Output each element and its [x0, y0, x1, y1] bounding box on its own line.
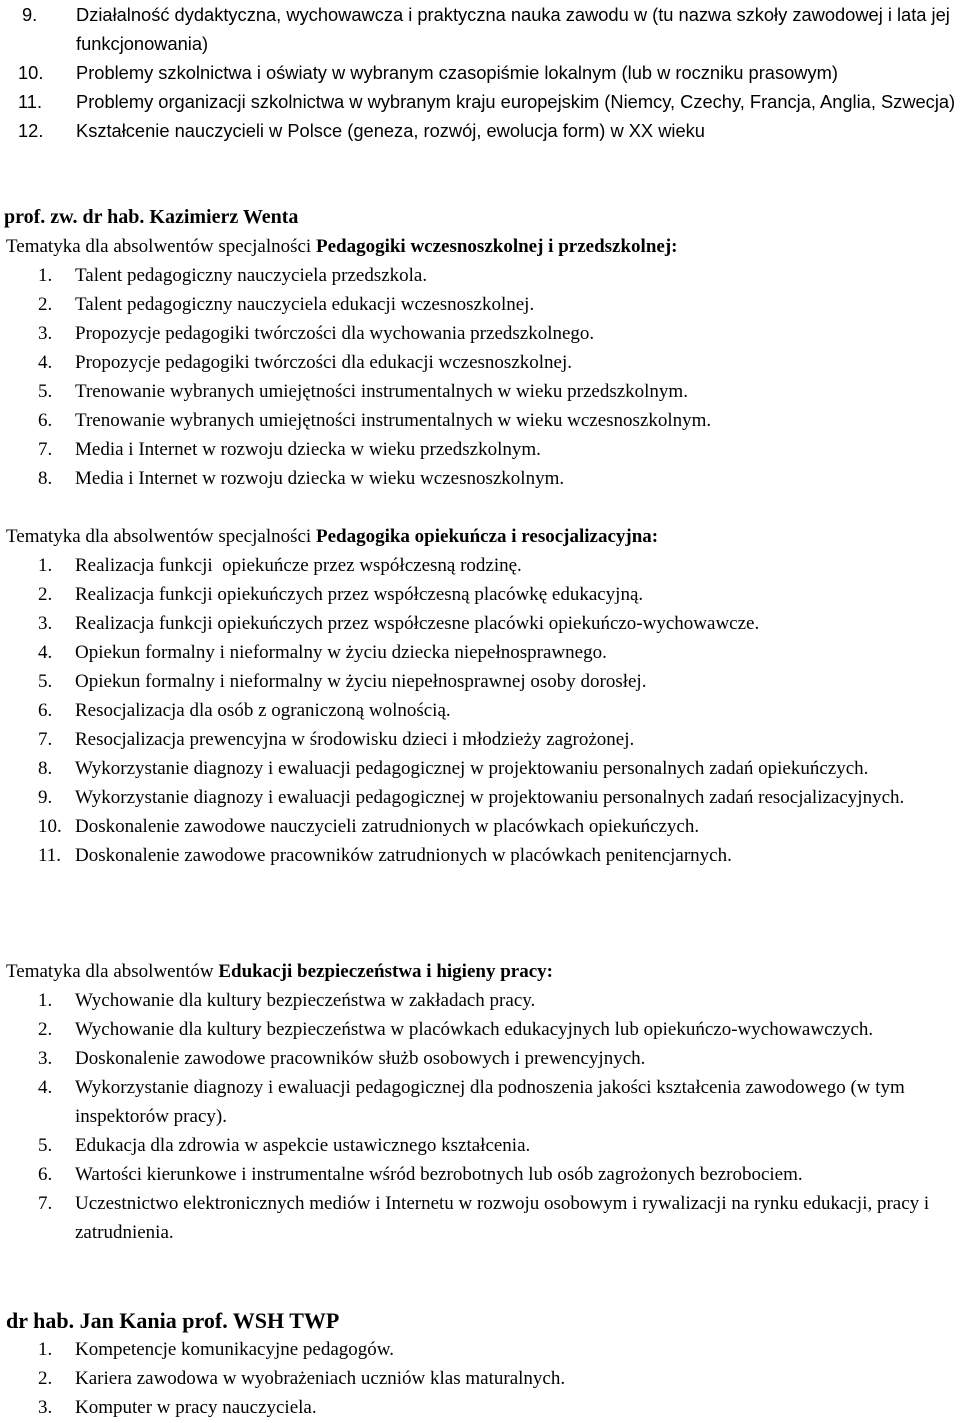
list-number: 3.	[38, 1397, 53, 1418]
list-number: 3.	[38, 1048, 53, 1069]
list-item	[0, 1131, 955, 1160]
list-item	[0, 1160, 955, 1189]
list-text: Uczestnictwo elektronicznych mediów i Internetu w rozwoju osobowym i rywalizacji na rynku edukacji, pracy i zatrudnienia.	[75, 1193, 930, 1243]
list-text: Kształcenie nauczycieli w Polsce (geneza, rozwój, ewolucja form) w XX wieku	[76, 120, 705, 141]
list-text: Media i Internet w rozwoju dziecka w wieku przedszkolnym.	[75, 439, 541, 460]
list-number: 4.	[38, 352, 53, 373]
list-number: 6.	[38, 700, 53, 721]
supervisor-heading	[0, 203, 960, 232]
list-text: Doskonalenie zawodowe pracowników służb osobowych i prewencyjnych.	[75, 1048, 646, 1069]
list-text: Wychowanie dla kultury bezpieczeństwa w placówkach edukacyjnych lub opiekuńczo-wychowawczych.	[75, 1019, 874, 1040]
list-item	[0, 261, 955, 290]
list-text: Propozycje pedagogiki twórczości dla edukacji wczesnoszkolnej.	[75, 352, 572, 373]
list-text: Propozycje pedagogiki twórczości dla wychowania przedszkolnego.	[75, 323, 595, 344]
list-number: 1.	[38, 1339, 53, 1360]
section-title	[0, 522, 960, 551]
list-item	[0, 1015, 960, 1044]
list-item	[0, 58, 960, 87]
list-text: Resocjalizacja dla osób z ograniczoną wolnością.	[75, 700, 451, 721]
list-text: Realizacja funkcji opiekuńcze przez współczesną rodzinę.	[75, 555, 522, 576]
list-number: 1.	[38, 265, 53, 286]
list-item	[0, 377, 955, 406]
list-text: Wykorzystanie diagnozy i ewaluacji pedagogicznej w projektowaniu personalnych zadań opiekuńczych.	[75, 758, 869, 779]
list-text: Trenowanie wybranych umiejętności instrumentalnych w wieku wczesnoszkolnym.	[75, 410, 712, 431]
list-text: Opiekun formalny i nieformalny w życiu niepełnosprawnej osoby dorosłej.	[75, 671, 647, 692]
supervisor-name: dr hab. Jan Kania prof. WSH TWP	[6, 1308, 340, 1333]
list-text: Doskonalenie zawodowe nauczycieli zatrudnionych w placówkach opiekuńczych.	[75, 816, 700, 837]
list-text: Realizacja funkcji opiekuńczych przez współczesne placówki opiekuńczo-wychowawcze.	[75, 613, 760, 634]
list-item	[0, 725, 955, 754]
section-title	[0, 957, 960, 986]
list-item	[0, 783, 960, 812]
list-item	[0, 319, 955, 348]
list-item	[0, 0, 960, 58]
list-number: 3.	[38, 613, 53, 634]
list-number: 10.	[38, 816, 62, 837]
list-text: Wykorzystanie diagnozy i ewaluacji pedagogicznej w projektowaniu personalnych zadań resocjalizacyjnych.	[75, 787, 905, 808]
list-text: Trenowanie wybranych umiejętności instrumentalnych w wieku przedszkolnym.	[75, 381, 688, 402]
section-title	[0, 232, 960, 261]
list-number: 1.	[38, 555, 53, 576]
list-item	[0, 841, 955, 870]
list-text: Opiekun formalny i nieformalny w życiu dziecka niepełnosprawnego.	[75, 642, 607, 663]
list-item	[0, 986, 955, 1015]
list-number: 6.	[38, 1164, 53, 1185]
list-item	[0, 1189, 955, 1247]
section-intro: Tematyka dla absolwentów specjalności	[6, 236, 316, 257]
list-number: 4.	[38, 1077, 53, 1098]
list-text: Doskonalenie zawodowe pracowników zatrudnionych w placówkach penitencjarnych.	[75, 845, 732, 866]
list-number: 6.	[38, 410, 53, 431]
list-number: 12.	[18, 120, 44, 141]
list-number: 7.	[38, 729, 53, 750]
list-number: 5.	[38, 381, 53, 402]
list-text: Talent pedagogiczny nauczyciela przedszkola.	[75, 265, 428, 286]
list-item	[0, 87, 960, 116]
section-intro: Tematyka dla absolwentów specjalności	[6, 526, 316, 547]
list-item	[0, 812, 955, 841]
list-number: 2.	[38, 1019, 53, 1040]
list-text: Resocjalizacja prewencyjna w środowisku dzieci i młodzieży zagrożonej.	[75, 729, 635, 750]
list-text: Problemy organizacji szkolnictwa w wybranym kraju europejskim (Niemcy, Czechy, Francja, Anglia, Szwecja)	[76, 91, 956, 112]
list-number: 5.	[38, 1135, 53, 1156]
list-number: 7.	[38, 1193, 53, 1214]
list-number: 1.	[38, 990, 53, 1011]
section-specialty: Pedagogiki wczesnoszkolnej i przedszkolnej:	[315, 236, 678, 257]
list-number: 5.	[38, 671, 53, 692]
list-number: 11.	[38, 845, 62, 866]
list-item	[0, 406, 955, 435]
list-item	[0, 290, 955, 319]
list-text: Wykorzystanie diagnozy i ewaluacji pedagogicznej dla podnoszenia jakości kształcenia zawodowego (w tym inspektorów pracy).	[75, 1077, 905, 1127]
list-text: Media i Internet w rozwoju dziecka w wieku wczesnoszkolnym.	[75, 468, 565, 489]
list-number: 2.	[38, 294, 53, 315]
list-text: Problemy szkolnictwa i oświaty w wybranym czasopiśmie lokalnym (lub w roczniku prasowym)	[76, 62, 838, 83]
section-specialty: Edukacji bezpieczeństwa i higieny pracy:	[218, 961, 553, 982]
list-number: 8.	[38, 468, 53, 489]
list-item	[0, 1364, 955, 1393]
list-item	[0, 435, 955, 464]
list-item	[0, 667, 955, 696]
list-item	[0, 1044, 955, 1073]
list-item	[0, 1073, 960, 1131]
top-topic-list	[0, 0, 960, 145]
list-number: 9.	[22, 4, 38, 25]
list-number: 7.	[38, 439, 53, 460]
list-item	[0, 580, 955, 609]
list-text: Wartości kierunkowe i instrumentalne wśród bezrobotnych lub osób zagrożonych bezrobociem.	[75, 1164, 803, 1185]
list-text: Wychowanie dla kultury bezpieczeństwa w zakładach pracy.	[75, 990, 536, 1011]
list-text: Realizacja funkcji opiekuńczych przez współczesną placówkę edukacyjną.	[75, 584, 644, 605]
section-care-resocialization	[0, 522, 960, 870]
list-text: Talent pedagogiczny nauczyciela edukacji wczesnoszkolnej.	[75, 294, 535, 315]
list-number: 2.	[38, 584, 53, 605]
list-number: 8.	[38, 758, 53, 779]
list-item	[0, 348, 955, 377]
list-text: Edukacja dla zdrowia w aspekcie ustawicznego kształcenia.	[75, 1135, 531, 1156]
list-item	[0, 1335, 955, 1364]
list-text: Działalność dydaktyczna, wychowawcza i praktyczna nauka zawodu w (tu nazwa szkoły zawodowej i lata jej funkcjonowania)	[76, 4, 950, 54]
list-number: 4.	[38, 642, 53, 663]
list-item	[0, 696, 955, 725]
list-number: 11.	[18, 91, 43, 112]
list-item	[0, 116, 960, 145]
section-safety-education	[0, 957, 960, 1247]
list-item	[0, 1393, 955, 1422]
list-text: Kariera zawodowa w wyobrażeniach uczniów klas maturalnych.	[75, 1368, 566, 1389]
list-item	[0, 609, 955, 638]
list-item	[0, 551, 955, 580]
list-number: 2.	[38, 1368, 53, 1389]
section-intro: Tematyka dla absolwentów	[6, 961, 219, 982]
list-text: Komputer w pracy nauczyciela.	[75, 1397, 317, 1418]
section-early-education	[0, 232, 960, 493]
list-item	[0, 754, 960, 783]
list-number: 3.	[38, 323, 53, 344]
list-text: Kompetencje komunikacyjne pedagogów.	[75, 1339, 395, 1360]
section-specialty: Pedagogika opiekuńcza i resocjalizacyjna:	[315, 526, 659, 547]
list-item	[0, 638, 955, 667]
supervisor-name: prof. zw. dr hab. Kazimierz Wenta	[4, 206, 299, 228]
supervisor-2-section	[0, 1306, 960, 1422]
list-item	[0, 464, 955, 493]
list-number: 10.	[18, 62, 44, 83]
list-number: 9.	[38, 787, 53, 808]
